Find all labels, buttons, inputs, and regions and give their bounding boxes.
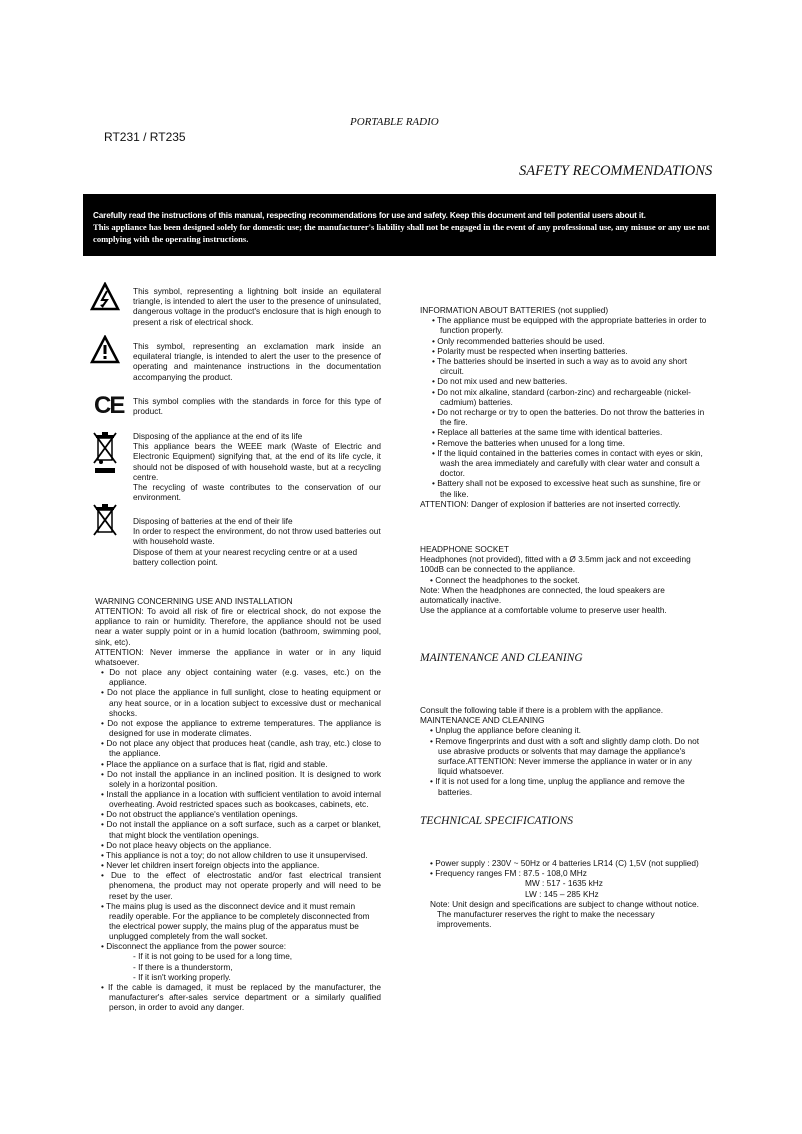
headphone-item: • Connect the headphones to the socket. <box>430 574 580 585</box>
battery-item: • Polarity must be respected when inserting batteries. <box>432 345 628 356</box>
ce-symbol-text: This symbol complies with the standards in force for this type of product. <box>133 396 381 417</box>
spec-fm: • Frequency ranges FM : 87.5 - 108,0 MHz <box>430 868 587 879</box>
headphone-title: HEADPHONE SOCKET <box>420 544 509 554</box>
specs-section <box>420 858 708 929</box>
banner-line-1: Carefully read the instructions of this manual, respecting recommendations for use and safety. Keep this document and tell potential users about it. <box>93 211 646 220</box>
maintenance-item: • Remove fingerprints and dust with a soft and slightly damp cloth. Do not use abrasive products or solvents that may damage the appliance's surface.ATTENTION: Never immerse the appliance in water or in any liquid whatsoever. <box>430 735 700 777</box>
warning-section <box>95 596 381 1012</box>
weee-body: This appliance bears the WEEE mark (Waste of Electric and Electronic Equipment) signifying that, at the end of its life cycle, it should not be disposed of with household waste, but at a recycling centre. <box>133 441 381 482</box>
battery-disposal-title: Disposing of batteries at the end of their life <box>133 516 293 526</box>
weee-symbol-text <box>133 431 381 502</box>
battery-bin-icon <box>92 502 118 536</box>
warning-subitem: - If there is a thunderstorm, <box>133 961 233 972</box>
headphone-volume: Use the appliance at a comfortable volume to preserve user health. <box>420 605 667 616</box>
warning-item: • Install the appliance in a location with sufficient ventilation to avoid internal overheating. Avoid restricted spaces such as bookcases, cabinets, etc. <box>101 788 381 810</box>
maintenance-title: MAINTENANCE AND CLEANING <box>420 715 545 726</box>
battery-item: • Only recommended batteries should be used. <box>432 335 605 346</box>
warning-subitem: - If it is not going to be used for a long time, <box>133 951 293 962</box>
batteries-title: INFORMATION ABOUT BATTERIES (not supplied) <box>420 305 609 315</box>
ce-mark-icon: CE <box>94 392 124 419</box>
warning-item: • Do not place any object containing water (e.g. vases, etc.) on the appliance. <box>101 667 381 688</box>
warning-subitem: - If it isn't working properly. <box>133 971 231 982</box>
lightning-symbol-text: This symbol, representing a lightning bolt inside an equilateral triangle, is intended to alert the user to the presence of uninsulated, dangerous voltage in the product's enclosure that is high enough to present a risk of electrical shock. <box>133 286 381 327</box>
banner-line-2: This appliance has been designed solely for domestic use; the manufacturer's liability shall not be engaged in the event of any professional use, any misuse or any use not complying with the operating instructions. <box>93 222 710 244</box>
warning-item: • Do not install the appliance on a soft surface, such as a carpet or blanket, that might block the ventilation openings. <box>101 819 381 840</box>
warning-item: • Do not obstruct the appliance's ventilation openings. <box>101 809 298 820</box>
maintenance-intro: Consult the following table if there is a problem with the appliance. <box>420 705 664 715</box>
warning-attention-1: ATTENTION: To avoid all risk of fire or electrical shock, do not expose the appliance to rain or humidity. Therefore, the appliance should not be used near a water supply point or in a humid location (bathroom, swimming pool, sink, etc). <box>95 606 381 647</box>
warning-item: • Due to the effect of electrostatic and/or fast electrical transient phenomena, the product may not operate properly and will need to be reset by the user. <box>101 870 381 901</box>
maintenance-item: • If it is not used for a long time, unplug the appliance and remove the batteries. <box>430 776 685 797</box>
page-title: SAFETY RECOMMENDATIONS <box>519 163 713 179</box>
headphone-section <box>420 544 708 615</box>
battery-item: • The appliance must be equipped with the appropriate batteries in order to function properly. <box>432 315 707 336</box>
model-number: RT231 / RT235 <box>104 130 186 144</box>
battery-disposal-text <box>133 516 381 567</box>
safety-banner <box>83 194 716 256</box>
batteries-attention: ATTENTION: Danger of explosion if batteries are not inserted correctly. <box>420 498 681 509</box>
warning-item: • Do not expose the appliance to extreme temperatures. The appliance is designed for use in moderate climates. <box>101 717 381 739</box>
spec-lw: LW : 145 – 285 KHz <box>525 888 599 899</box>
spec-mw: MW : 517 - 1635 kHz <box>525 878 603 889</box>
battery-item: • Battery shall not be exposed to excessive heat such as sunshine, fire or the like. <box>432 478 701 499</box>
battery-item: • If the liquid contained in the batteries comes in contact with eyes or skin, wash the area immediately and carefully with clear water and consult a doctor. <box>432 447 703 479</box>
battery-disposal-body: In order to respect the environment, do not throw used batteries out with household waste. <box>133 526 381 547</box>
lightning-warning-icon <box>90 282 120 312</box>
maintenance-item: • Unplug the appliance before cleaning it. <box>430 725 581 736</box>
battery-item: • Do not recharge or try to open the batteries. Do not throw the batteries in the fire. <box>432 407 705 428</box>
warning-item: • This appliance is not a toy; do not allow children to use it unsupervised. <box>101 849 368 860</box>
warning-item: • Do not install the appliance in an inclined position. It is designed to work solely in a horizontal position. <box>101 768 381 789</box>
specs-heading: TECHNICAL SPECIFICATIONS <box>420 815 574 827</box>
battery-item: • The batteries should be inserted in such a way as to avoid any short circuit. <box>432 356 688 377</box>
battery-item: • Do not mix used and new batteries. <box>432 376 568 387</box>
warning-item: • If the cable is damaged, it must be replaced by the manufacturer, the manufacturer's after-sales service department or a similarly qualified person, in order to avoid any danger. <box>101 981 381 1013</box>
weee-body-2: The recycling of waste contributes to the conservation of our environment. <box>133 482 381 503</box>
doc-type: PORTABLE RADIO <box>350 116 439 128</box>
warning-item: • Place the appliance on a surface that is flat, rigid and stable. <box>101 758 328 769</box>
headphone-note: Note: When the headphones are connected, the loud speakers are automatically inactive. <box>420 584 665 606</box>
maintenance-heading: MAINTENANCE AND CLEANING <box>420 652 583 664</box>
battery-item: • Replace all batteries at the same time with identical batteries. <box>432 427 663 438</box>
battery-item: • Remove the batteries when unused for a long time. <box>432 437 625 448</box>
warning-item: • Do not place any object that produces heat (candle, ash tray, etc.) close to the appliance. <box>101 738 381 759</box>
maintenance-section <box>420 705 708 797</box>
spec-power: • Power supply : 230V ~ 50Hz or 4 batteries LR14 (C) 1,5V (not supplied) <box>430 858 699 868</box>
warning-attention-2: ATTENTION: Never immerse the appliance in water or in any liquid whatsoever. <box>95 646 381 667</box>
battery-disposal-body-2: Dispose of them at your nearest recycling centre or at a used battery collection point. <box>133 546 358 567</box>
warning-item: • Disconnect the appliance from the power source: <box>101 941 287 952</box>
batteries-section <box>420 305 708 509</box>
weee-bin-icon <box>92 430 118 476</box>
battery-item: • Do not mix alkaline, standard (carbon-zinc) and rechargeable (nickel-cadmium) batteries. <box>432 386 691 407</box>
warning-item: • The mains plug is used as the disconnect device and it must remain readily operable. For the appliance to be completely disconnected from the electrical power supply, the mains plug of the apparatus must be unplugged completely from the wall socket. <box>101 900 370 942</box>
exclamation-warning-icon <box>90 335 120 365</box>
exclamation-symbol-text: This symbol, representing an exclamation mark inside an equilateral triangle, is intended to alert the user to the presence of operating and maintenance instructions in the documentation accompanying the product. <box>133 341 381 382</box>
headphone-body: Headphones (not provided), fitted with a Ø 3.5mm jack and not exceeding 100dB can be connected to the appliance. <box>420 554 691 575</box>
warning-item: • Do not place heavy objects on the appliance. <box>101 839 272 850</box>
warning-item: • Never let children insert foreign objects into the appliance. <box>101 860 320 871</box>
warning-title: WARNING CONCERNING USE AND INSTALLATION <box>95 596 293 606</box>
weee-title: Disposing of the appliance at the end of its life <box>133 431 303 441</box>
spec-note: Note: Unit design and specifications are subject to change without notice. The manufacturer reserves the right to make the necessary improvements. <box>430 898 699 930</box>
warning-item: • Do not place the appliance in full sunlight, close to heating equipment or any heat source, or in a location subject to excessive dust or mechanical shocks. <box>101 687 381 718</box>
